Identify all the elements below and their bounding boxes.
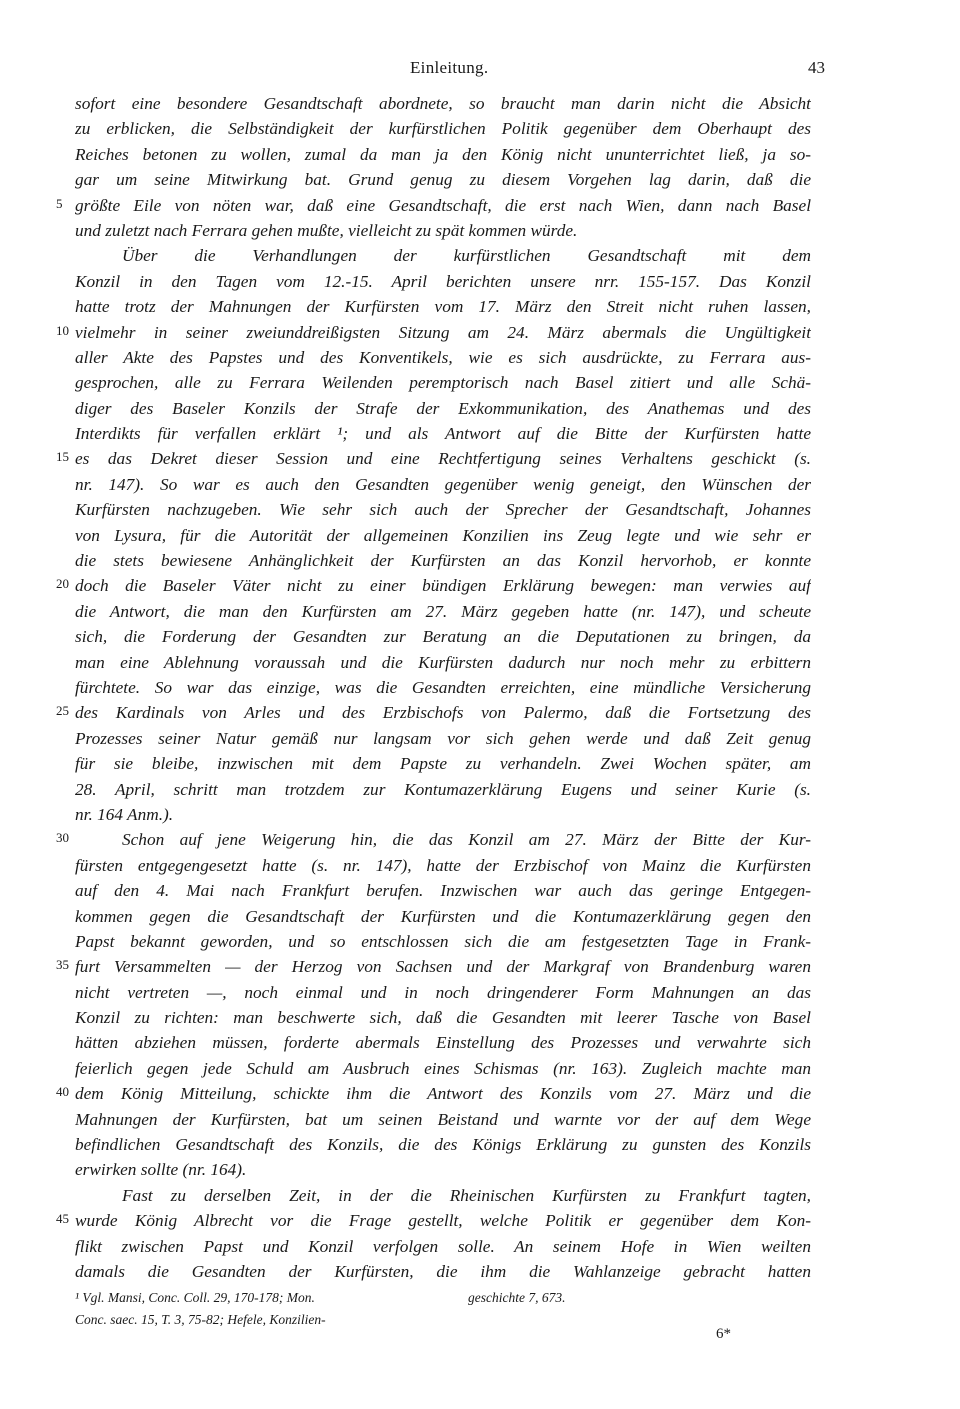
text-line [0, 295, 960, 320]
line-number: 10 [56, 322, 69, 338]
text-line [0, 905, 960, 930]
line-text: hatte trotz der Mahnungen der Kurfürsten vom 17. März den Streit nicht ruhen lassen, [75, 297, 811, 317]
line-text: erwirken sollte (nr. 164). [75, 1160, 247, 1180]
line-text: des Kardinals von Arles und des Erzbischofs von Palermo, daß die Fortsetzung des [75, 703, 811, 723]
text-line [0, 1057, 960, 1082]
line-text: zu erblicken, die Selbständigkeit der kurfürstlichen Politik gegenüber dem Oberhaupt des [75, 119, 811, 139]
text-line [0, 447, 960, 472]
line-text: Fast zu derselben Zeit, in der die Rheinischen Kurfürsten zu Frankfurt tagten, [122, 1185, 811, 1205]
body-text [0, 92, 960, 1285]
text-line [0, 1235, 960, 1260]
page-number: 43 [808, 58, 825, 77]
text-line [0, 879, 960, 904]
line-text: befindlichen Gesandtschaft des Konzils, die des Königs Erklärung zu gunsten des Konzils [75, 1135, 811, 1155]
line-text: fürchtete. So war das einzige, was die Gesandten erreichten, eine mündliche Versicherung [75, 677, 811, 697]
line-text: doch die Baseler Väter nicht zu einer bündigen Erklärung bewegen: man verwies auf [75, 576, 811, 596]
text-line [0, 524, 960, 549]
text-line [0, 397, 960, 422]
line-number: 20 [56, 576, 69, 592]
line-text: gesprochen, alle zu Ferrara Weilenden peremptorisch nach Basel zitiert und alle Schä- [75, 373, 811, 393]
text-line [0, 828, 960, 853]
line-text: sich, die Forderung der Gesandten zur Beratung an die Deputationen zu bringen, da [75, 627, 811, 647]
text-line [0, 321, 960, 346]
line-text: fürsten entgegengesetzt hatte (s. nr. 147), hatte der Erzbischof von Mainz die Kurfürsten [75, 855, 811, 875]
line-text: wurde König Albrecht vor die Frage gestellt, welche Politik er gegenüber dem Kon- [75, 1211, 811, 1231]
line-text: von Lysura, für die Autorität der allgemeinen Konzilien ins Zeug legte und wie sehr er [75, 525, 811, 545]
line-number: 25 [56, 703, 69, 719]
text-line [0, 701, 960, 726]
line-text: feierlich gegen jede Schuld am Ausbruch eines Schismas (nr. 163). Zugleich machte man [75, 1058, 811, 1078]
line-number: 5 [56, 195, 63, 211]
line-text: dem König Mitteilung, schickte ihm die Antwort des Konzils vom 27. März und die [75, 1084, 811, 1104]
text-line [0, 194, 960, 219]
footnote-line [0, 1290, 960, 1312]
text-line [0, 92, 960, 117]
line-text: vielmehr in seiner zweiunddreißigsten Sitzung am 24. März abermals die Ungültigkeit [75, 322, 811, 342]
text-line [0, 854, 960, 879]
line-text: Konzil zu richten: man beschwerte sich, daß die Gesandten mit leerer Tasche von Basel [75, 1008, 811, 1028]
text-line [0, 1082, 960, 1107]
text-line [0, 752, 960, 777]
line-text: furt Versammelten — der Herzog von Sachsen und der Markgraf von Brandenburg waren [75, 957, 811, 977]
text-line [0, 676, 960, 701]
footnote-left: Conc. saec. 15, T. 3, 75-82; Hefele, Konzilien- [75, 1312, 326, 1327]
line-number: 45 [56, 1211, 69, 1227]
line-text: Reiches betonen zu wollen, zumal da man ja den König nicht ununterrichtet ließ, ja so- [75, 144, 811, 164]
line-text: Papst bekannt geworden, und so entschlossen sich die am festgesetzten Tage in Frank- [75, 931, 811, 951]
line-text: Schon auf jene Weigerung hin, die das Konzil am 27. März der Bitte der Kur- [122, 830, 811, 850]
line-number: 15 [56, 449, 69, 465]
line-number: 40 [56, 1084, 69, 1100]
line-text: Über die Verhandlungen der kurfürstlichen Gesandtschaft mit dem [122, 246, 811, 266]
text-line [0, 803, 960, 828]
line-text: Mahnungen der Kurfürsten, bat um seinen Beistand und warnte vor der auf dem Wege [75, 1109, 811, 1129]
line-text: flikt zwischen Papst und Konzil verfolgen solle. An seinem Hofe in Wien weilten [75, 1236, 811, 1256]
running-title: Einleitung. [410, 58, 489, 77]
line-text: sofort eine besondere Gesandtschaft abordnete, so braucht man darin nicht die Absicht [75, 94, 811, 113]
signature-mark: 6* [716, 1326, 731, 1342]
line-text: und zuletzt nach Ferrara gehen mußte, vielleicht zu spät kommen würde. [75, 220, 578, 240]
footnotes [0, 1290, 960, 1334]
line-text: es das Dekret dieser Session und eine Rechtfertigung seines Verhaltens geschickt (s. [75, 449, 811, 469]
text-line [0, 422, 960, 447]
text-line [0, 727, 960, 752]
line-text: Interdikts für verfallen erklärt ¹; und als Antwort auf die Bitte der Kurfürsten hatte [75, 424, 811, 444]
text-line [0, 1209, 960, 1234]
text-line [0, 600, 960, 625]
line-text: 28. April, schritt man trotzdem zur Kontumazerklärung Eugens und seiner Kurie (s. [75, 779, 811, 799]
text-line [0, 473, 960, 498]
line-text: gar um seine Mitwirkung bat. Grund genug zu diesem Vorgehen lag darin, daß die [75, 170, 811, 190]
text-line [0, 244, 960, 269]
text-line [0, 346, 960, 371]
text-line [0, 930, 960, 955]
text-line [0, 168, 960, 193]
line-text: die stets bewiesene Anhänglichkeit der Kurfürsten an das Konzil hervorhob, er konnte [75, 551, 811, 571]
line-text: damals die Gesandten der Kurfürsten, die ihm die Wahlanzeige gebracht hatten [75, 1261, 811, 1281]
line-text: Kurfürsten nachzugeben. Wie sehr sich auch der Sprecher der Gesandtschaft, Johannes [75, 500, 811, 520]
line-text: größte Eile von nöten war, daß eine Gesandtschaft, die erst nach Wien, dann nach Basel [75, 195, 811, 215]
line-text: Prozesses seiner Natur gemäß nur langsam vor sich gehen werde und daß Zeit genug [75, 728, 811, 748]
text-line [0, 574, 960, 599]
line-text: kommen gegen die Gesandtschaft der Kurfürsten und die Kontumazerklärung gegen den [75, 906, 811, 926]
line-text: nr. 164 Anm.). [75, 804, 174, 824]
footnote-right: geschichte 7, 673. [468, 1290, 566, 1305]
line-text: die Antwort, die man den Kurfürsten am 27. März gegeben hatte (nr. 147), und scheute [75, 601, 811, 621]
line-text: auf den 4. Mai nach Frankfurt berufen. Inzwischen war auch das geringe Entgegen- [75, 881, 811, 901]
text-line [0, 651, 960, 676]
line-number: 35 [56, 957, 69, 973]
text-line [0, 625, 960, 650]
text-line [0, 1158, 960, 1183]
text-line [0, 1006, 960, 1031]
text-line [0, 117, 960, 142]
line-text: nr. 147). So war es auch den Gesandten gegenüber wenig geneigt, den Wünschen der [75, 474, 811, 494]
text-line [0, 143, 960, 168]
line-text: hätten abziehen müssen, forderte abermals Einstellung des Prozesses und verwahrte sich [75, 1033, 811, 1053]
text-line [0, 1260, 960, 1285]
text-line [0, 219, 960, 244]
line-text: diger des Baseler Konzils der Strafe der Exkommunikation, des Anathemas und des [75, 398, 811, 418]
text-line [0, 1108, 960, 1133]
line-text: für sie bleibe, inzwischen mit dem Papste zu verhandeln. Zwei Wochen später, am [75, 754, 811, 774]
text-line [0, 955, 960, 980]
text-line [0, 778, 960, 803]
text-line [0, 549, 960, 574]
text-line [0, 498, 960, 523]
text-line [0, 371, 960, 396]
text-line [0, 981, 960, 1006]
text-line [0, 1031, 960, 1056]
running-header [0, 58, 960, 86]
text-line [0, 1133, 960, 1158]
line-number: 30 [56, 830, 69, 846]
text-line [0, 270, 960, 295]
line-text: Konzil in den Tagen vom 12.-15. April berichten unsere nrr. 155-157. Das Konzil [75, 271, 811, 291]
footnote-left: ¹ Vgl. Mansi, Conc. Coll. 29, 170-178; Mon. [75, 1290, 315, 1305]
text-line [0, 1184, 960, 1209]
footnote-line [0, 1312, 960, 1334]
line-text: man eine Ablehnung voraussah und die Kurfürsten dadurch nur noch mehr zu erbittern [75, 652, 811, 672]
line-text: nicht vertreten —, noch einmal und in noch dringenderer Form Mahnungen an das [75, 982, 811, 1002]
line-text: aller Akte des Papstes und des Konventikels, wie es sich ausdrückte, zu Ferrara aus- [75, 347, 811, 367]
